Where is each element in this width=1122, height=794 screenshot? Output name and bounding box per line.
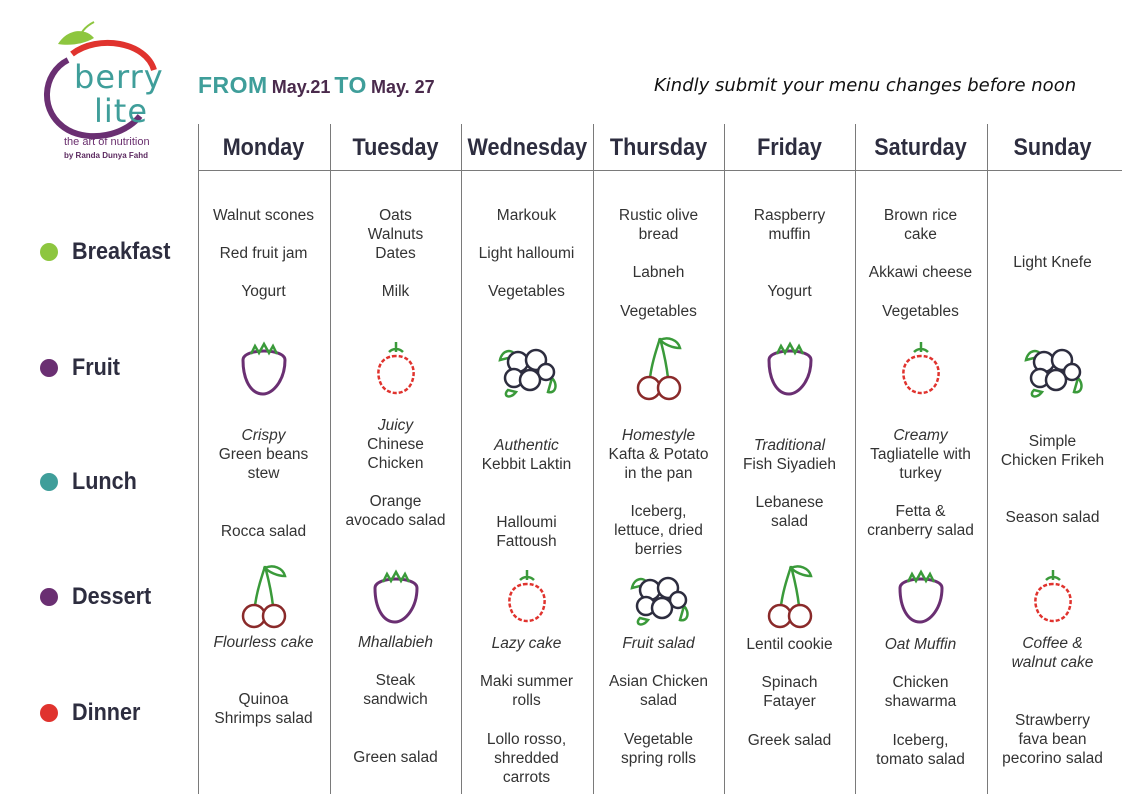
day-header-friday: Friday [757, 134, 822, 161]
dessert-item: Coffee & walnut cake [1011, 635, 1094, 671]
dinner-side: Vegetable spring rolls [621, 731, 696, 767]
dinner-main: Quinoa Shrimps salad [214, 691, 313, 727]
breakfast-item: Markouk [496, 207, 557, 224]
dinner-main: Asian Chicken salad [608, 673, 709, 709]
lunch-side: Rocca salad [220, 523, 307, 540]
dessert-item: Fruit salad [622, 635, 695, 652]
breakfast-item: Vegetables [620, 303, 697, 320]
raspberry-icon [492, 562, 562, 632]
meal-row-dinner [40, 699, 148, 727]
dinner-side: Greek salad [747, 732, 832, 749]
strawberry-icon [886, 562, 956, 632]
dinner-side: Lollo rosso, shredded carrots [486, 731, 567, 786]
lunch-style: Traditional [753, 437, 826, 454]
dinner-main: Steak sandwich [363, 672, 428, 708]
logo-word-lite: lite [94, 92, 149, 130]
dessert-item: Lazy cake [491, 635, 562, 652]
logo-tagline: the art of nutrition [64, 136, 150, 148]
lunch-style: Homestyle [621, 427, 696, 444]
day-header-tuesday: Tuesday [352, 134, 439, 161]
from-label: FROM [198, 72, 268, 98]
meal-label: Lunch [72, 468, 137, 495]
lunch-main: Kebbit Laktin [481, 456, 572, 473]
dessert-item: Flourless cake [213, 634, 314, 651]
lunch-side: Fetta & cranberry salad [867, 503, 974, 539]
cherry-icon [624, 334, 694, 404]
dinner-main: Maki summer rolls [479, 673, 573, 709]
breakfast-item: Vegetables [488, 283, 565, 300]
strawberry-icon [229, 334, 299, 404]
lunch-main: Green beans stew [218, 446, 309, 482]
meal-row-breakfast [40, 238, 181, 266]
lunch-main: Chinese Chicken [367, 436, 424, 472]
lunch-side: Orange avocado salad [345, 493, 446, 529]
breakfast-item: Yogurt [241, 283, 286, 300]
breakfast-item: Light Knefe [1013, 254, 1092, 271]
dinner-main: Spinach Fatayer [761, 674, 818, 710]
lunch-main: Simple Chicken Frikeh [1000, 433, 1105, 469]
meal-label: Dinner [72, 699, 141, 726]
breakfast-item: Red fruit jam [219, 245, 308, 262]
lunch-style: Authentic [494, 437, 559, 454]
day-header-sunday: Sunday [1013, 134, 1092, 161]
dessert-item: Oat Muffin [884, 636, 957, 653]
lunch-main: Fish Siyadieh [742, 456, 837, 473]
raspberry-icon [886, 334, 956, 404]
to-date: May. 27 [370, 77, 435, 97]
dinner-main: Chicken shawarma [884, 674, 957, 710]
breakfast-item: Oats Walnuts Dates [367, 207, 424, 262]
dinner-side: Iceberg, tomato salad [876, 732, 965, 768]
breakfast-item: Brown rice cake [883, 207, 958, 243]
meal-row-fruit [40, 354, 125, 382]
meal-label: Dessert [72, 583, 152, 610]
breakfast-item: Raspberry muffin [753, 207, 826, 243]
meal-label: Breakfast [72, 238, 171, 265]
breakfast-item: Yogurt [767, 283, 812, 300]
lunch-style: Crispy [241, 427, 286, 444]
strawberry-icon [361, 562, 431, 632]
breakfast-item: Vegetables [882, 303, 959, 320]
logo-by: by Randa Dunya Fahd [64, 151, 149, 160]
date-range [198, 72, 435, 99]
lunch-side: Season salad [1005, 509, 1100, 526]
lunch-main: Kafta & Potato in the pan [608, 446, 709, 482]
breakfast-item: Rustic olive bread [618, 207, 699, 243]
meal-row-dessert [40, 583, 160, 611]
breakfast-item: Labneh [632, 264, 685, 281]
meal-dot-icon [40, 243, 58, 261]
raspberry-icon [1018, 562, 1088, 632]
cherry-icon [755, 562, 825, 632]
meal-dot-icon [40, 473, 58, 491]
to-label: TO [334, 72, 367, 98]
from-date: May.21 [271, 77, 331, 97]
meal-label: Fruit [72, 354, 120, 381]
meal-dot-icon [40, 359, 58, 377]
meal-dot-icon [40, 704, 58, 722]
blueberry-icon [1018, 334, 1088, 404]
lunch-style: Creamy [893, 427, 948, 444]
dinner-main: Strawberry fava bean pecorino salad [1002, 712, 1103, 767]
cherry-icon [229, 562, 299, 632]
day-header-saturday: Saturday [874, 134, 967, 161]
lunch-main: Tagliatelle with turkey [870, 446, 971, 482]
meal-row-lunch [40, 468, 144, 496]
lunch-style: Juicy [377, 417, 414, 434]
dinner-side: Green salad [353, 749, 438, 766]
breakfast-item: Milk [381, 283, 410, 300]
day-header-thursday: Thursday [609, 134, 708, 161]
blueberry-icon [624, 562, 694, 632]
day-header-wednesday: Wednesday [467, 134, 588, 161]
logo [28, 18, 178, 168]
dessert-item: Lentil cookie [746, 636, 833, 653]
lunch-side: Iceberg, lettuce, dried berries [614, 503, 703, 558]
header-divider [198, 170, 1122, 171]
breakfast-item: Akkawi cheese [868, 264, 973, 281]
notice-text: Kindly submit your menu changes before noon [654, 75, 1077, 96]
strawberry-icon [755, 334, 825, 404]
lunch-side: Lebanese salad [755, 494, 824, 530]
breakfast-item: Light halloumi [478, 245, 575, 262]
meal-dot-icon [40, 588, 58, 606]
dessert-item: Mhallabieh [358, 634, 433, 651]
blueberry-icon [492, 334, 562, 404]
day-header-monday: Monday [222, 134, 305, 161]
raspberry-icon [361, 334, 431, 404]
breakfast-item: Walnut scones [212, 207, 315, 224]
logo-word-berry: berry [74, 58, 164, 96]
lunch-side: Halloumi Fattoush [496, 514, 557, 550]
